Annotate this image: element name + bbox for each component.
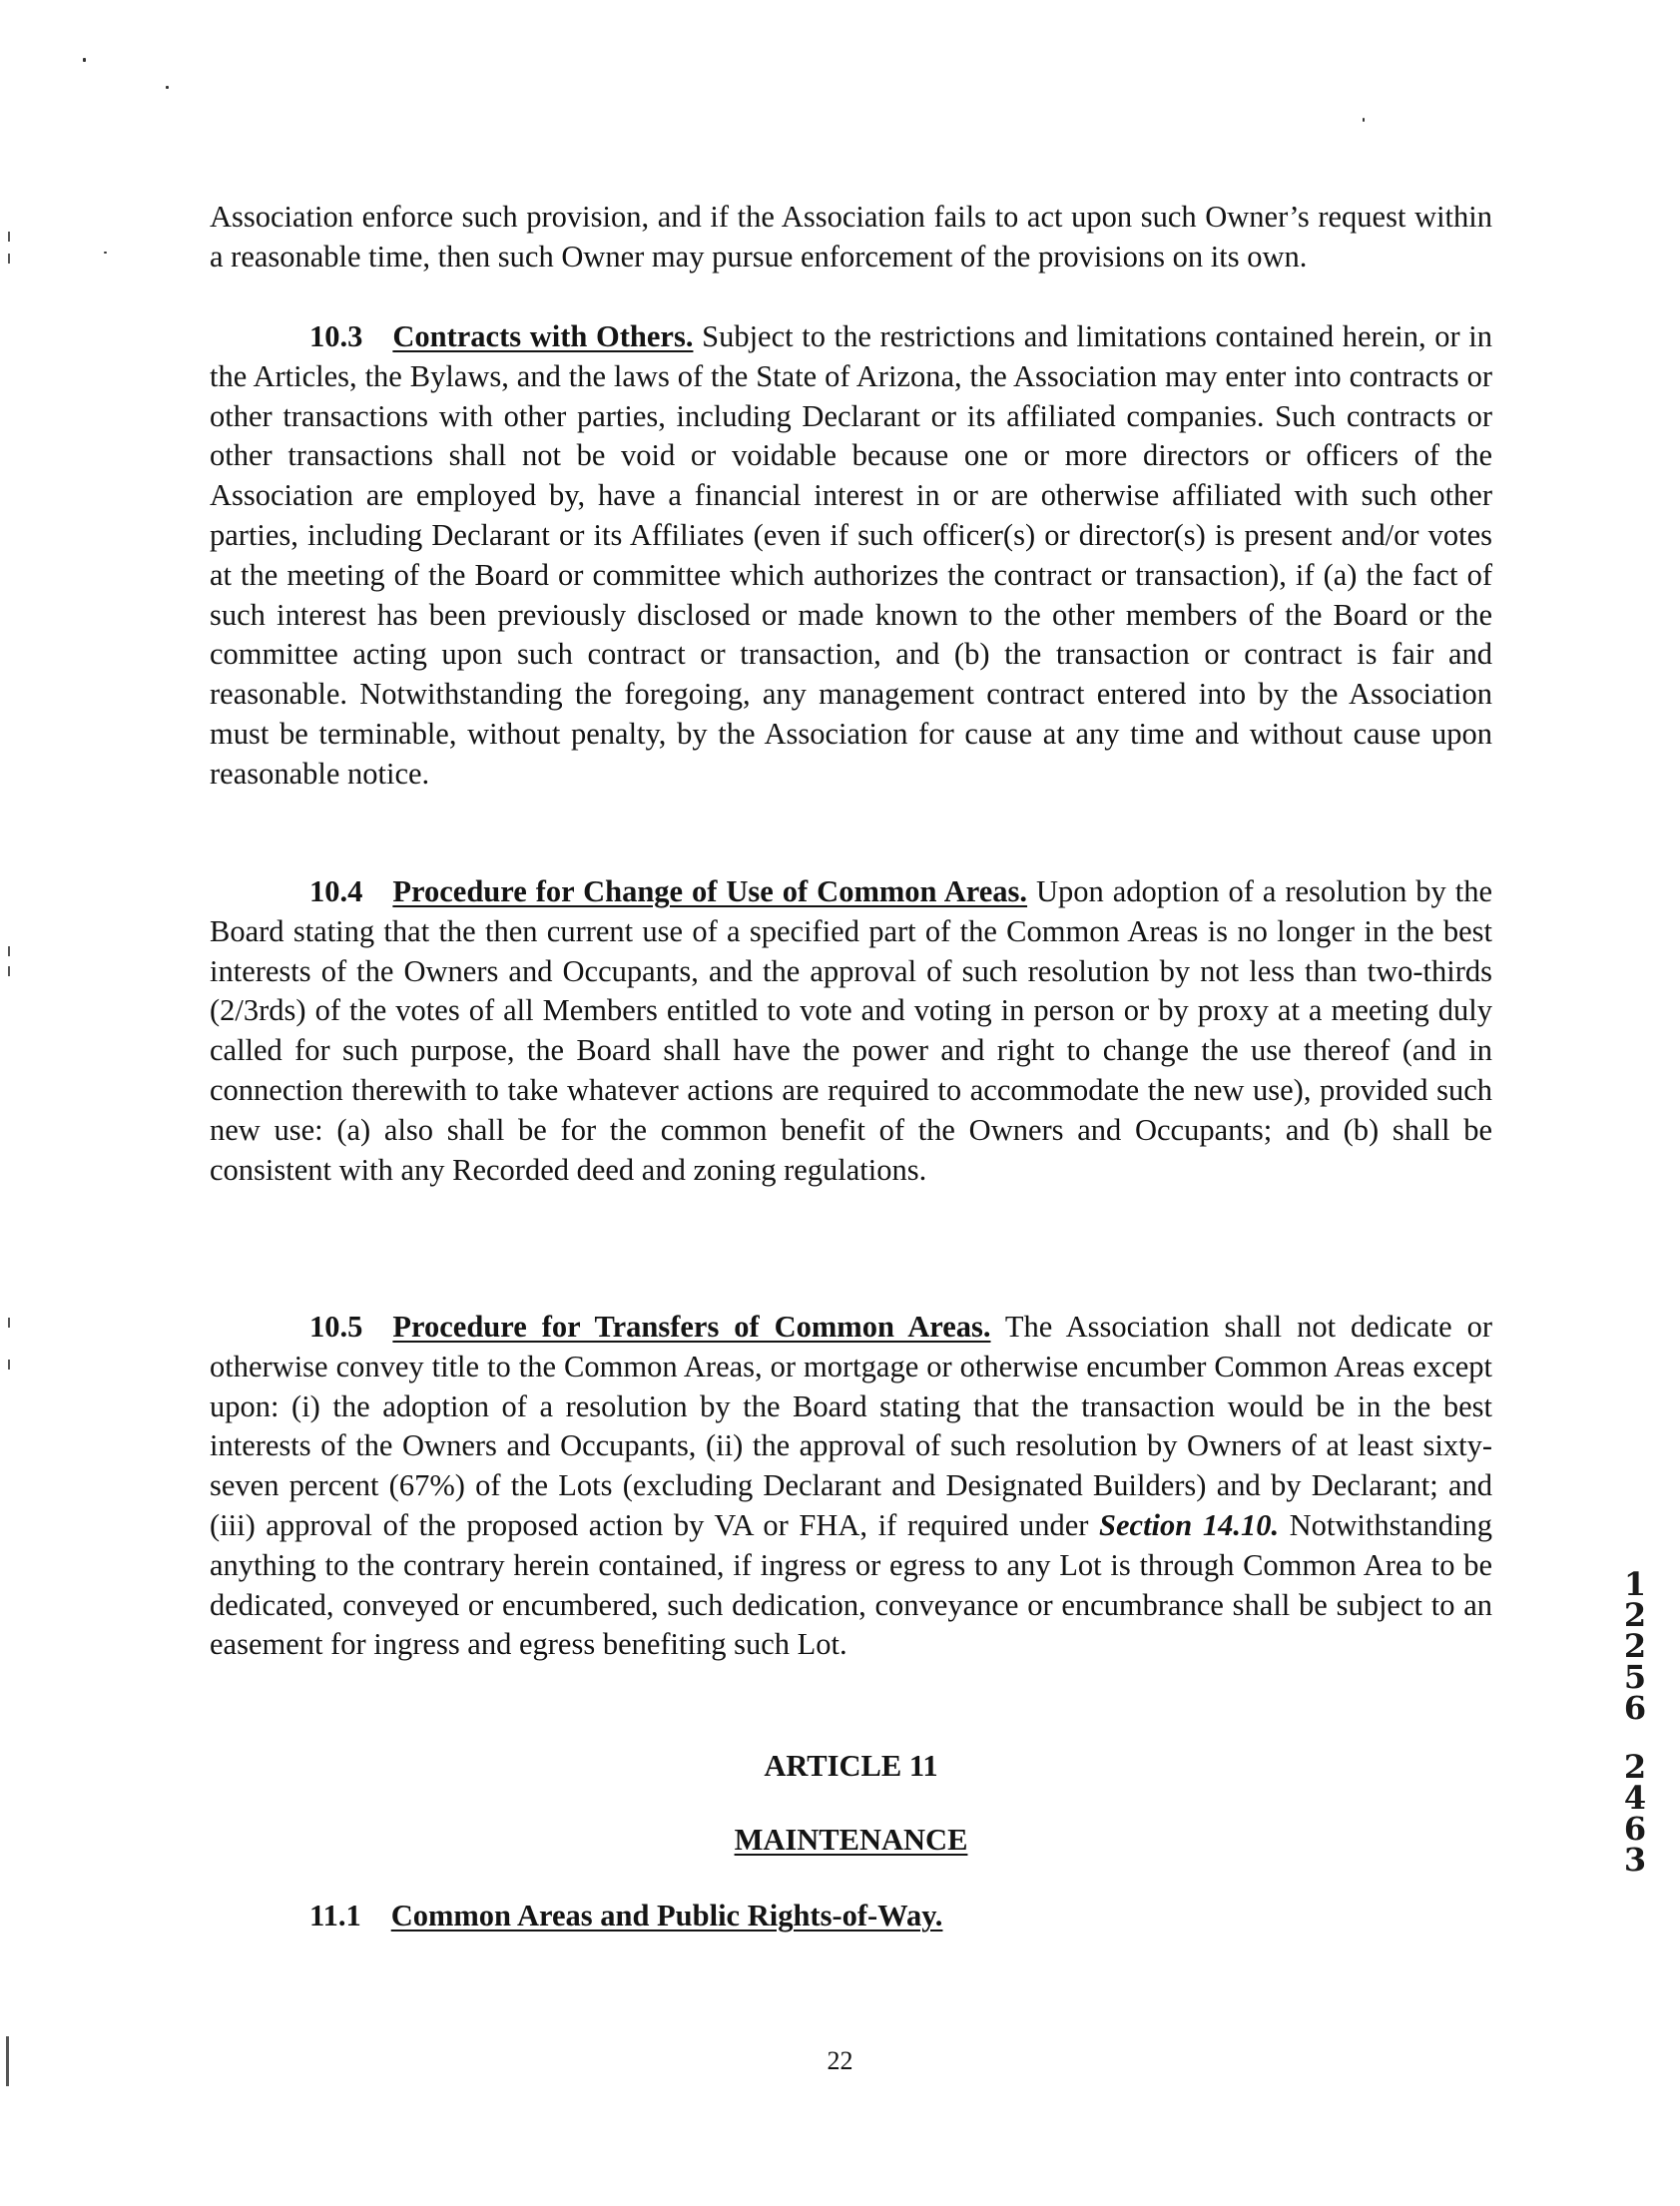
section-reference: Section 14.10. [1099,1507,1280,1542]
article-title-text: MAINTENANCE [734,1823,968,1857]
recording-digit: 5 [1623,1658,1647,1696]
recording-digit: 4 [1623,1779,1647,1817]
section-10-5-number: 10.5 [309,1310,363,1344]
scan-margin-mark [8,254,10,264]
section-10-5-body-after: Notwithstanding anything to the contrary herein contained, if ingress or egress to any Lot is through Common Area to be dedicated, conveyed or encumbered, such dedication, conveyance or encumbrance shall be subject to an easement for ingress and egress benefiting such Lot. [210,1507,1492,1662]
section-10-3-title: Contracts with Others. [392,319,694,353]
scan-speck [1363,118,1365,122]
section-10-5-body-before: The Association shall not dedicate or otherwise convey title to the Common Areas, or mortgage or otherwise encumber Common Areas except upon: (i) the adoption of a resolution by the Board stating that the transaction would be in the best interests of the Owners and Occupants, (ii) the approval of such resolution by Owners of at least sixty-seven percent (67%) of the Lots (excluding Declarant and Designated Builders) and by Declarant; and (iii) approval of the proposed action by VA or FHA, if required under [210,1310,1492,1542]
recording-digit: 3 [1623,1841,1647,1879]
section-10-4 [210,872,1492,1190]
scan-speck [83,58,86,62]
page-number: 22 [827,2046,853,2075]
scan-speck [166,86,169,89]
recording-digit: 2 [1623,1627,1647,1665]
section-10-3 [210,317,1492,795]
recording-digit: 2 [1623,1596,1647,1634]
recording-digit: 6 [1623,1689,1647,1727]
section-10-3-number: 10.3 [309,319,363,353]
scan-margin-mark [8,1318,10,1328]
recording-digit: 1 [1623,1565,1647,1603]
scan-speck [104,252,107,254]
section-11-1 [309,1897,1492,1936]
section-10-4-body: Upon adoption of a resolution by the Board stating that the then current use of a specified part of the Common Areas is no longer in the best interests of the Owners and Occupants, and the approval of such resolution by not less than two-thirds (2/3rds) of the votes of all Members entitled to vote and voting in person or by proxy at a meeting duly called for such purpose, the Board shall have the power and right to change the use thereof (and in connection therewith to take whatever actions are required to accommodate the new use), provided such new use: (a) also shall be for the common benefit of the Owners and Occupants; and (b) shall be consistent with any Recorded deed and zoning regulations. [210,874,1493,1187]
section-10-4-title: Procedure for Change of Use of Common Areas. [392,874,1028,908]
section-10-3-body: Subject to the restrictions and limitations contained herein, or in the Articles, the Bylaws, and the laws of the State of Arizona, the Association may enter into contracts or other transactions with other parties, including Declarant or its affiliated companies. Such contracts or other transactions shall not be void or voidable because one or more directors or officers of the Association are employed by, have a financial interest in or are otherwise affiliated with such other parties, including Declarant or its Affiliates (even if such officer(s) or director(s) is present and/or votes at the meeting of the Board or committee which authorizes the contract or transaction), if (a) the fact of such interest has been previously disclosed or made known to the other members of the Board or the committee acting upon such contract or transaction, and (b) the transaction or contract is fair and reasonable. Notwithstanding the foregoing, any management contract entered into by the Association must be terminable, without penalty, by the Association for cause at any time and without cause upon reasonable notice. [210,319,1493,791]
scan-margin-mark [8,232,10,242]
recording-digit: 6 [1623,1810,1647,1848]
recording-number-stamp [1615,1565,1655,1879]
section-10-4-number: 10.4 [309,874,363,908]
article-title [210,1820,1492,1860]
scan-margin-mark [8,966,10,976]
recording-digit: 2 [1623,1748,1647,1786]
scan-margin-mark [8,946,10,956]
section-10-5-title: Procedure for Transfers of Common Areas. [392,1310,991,1344]
article-heading: ARTICLE 11 [764,1749,938,1783]
section-11-1-title: Common Areas and Public Rights-of-Way. [390,1899,943,1932]
section-10-5 [210,1308,1492,1665]
section-11-1-number: 11.1 [309,1899,361,1932]
scan-margin-mark [8,1360,10,1370]
continuation-paragraph: Association enforce such provision, and if the Association fails to act upon such Owner’s request within a reasonable time, then such Owner may pursue enforcement of the provisions on its own. [210,200,1492,274]
